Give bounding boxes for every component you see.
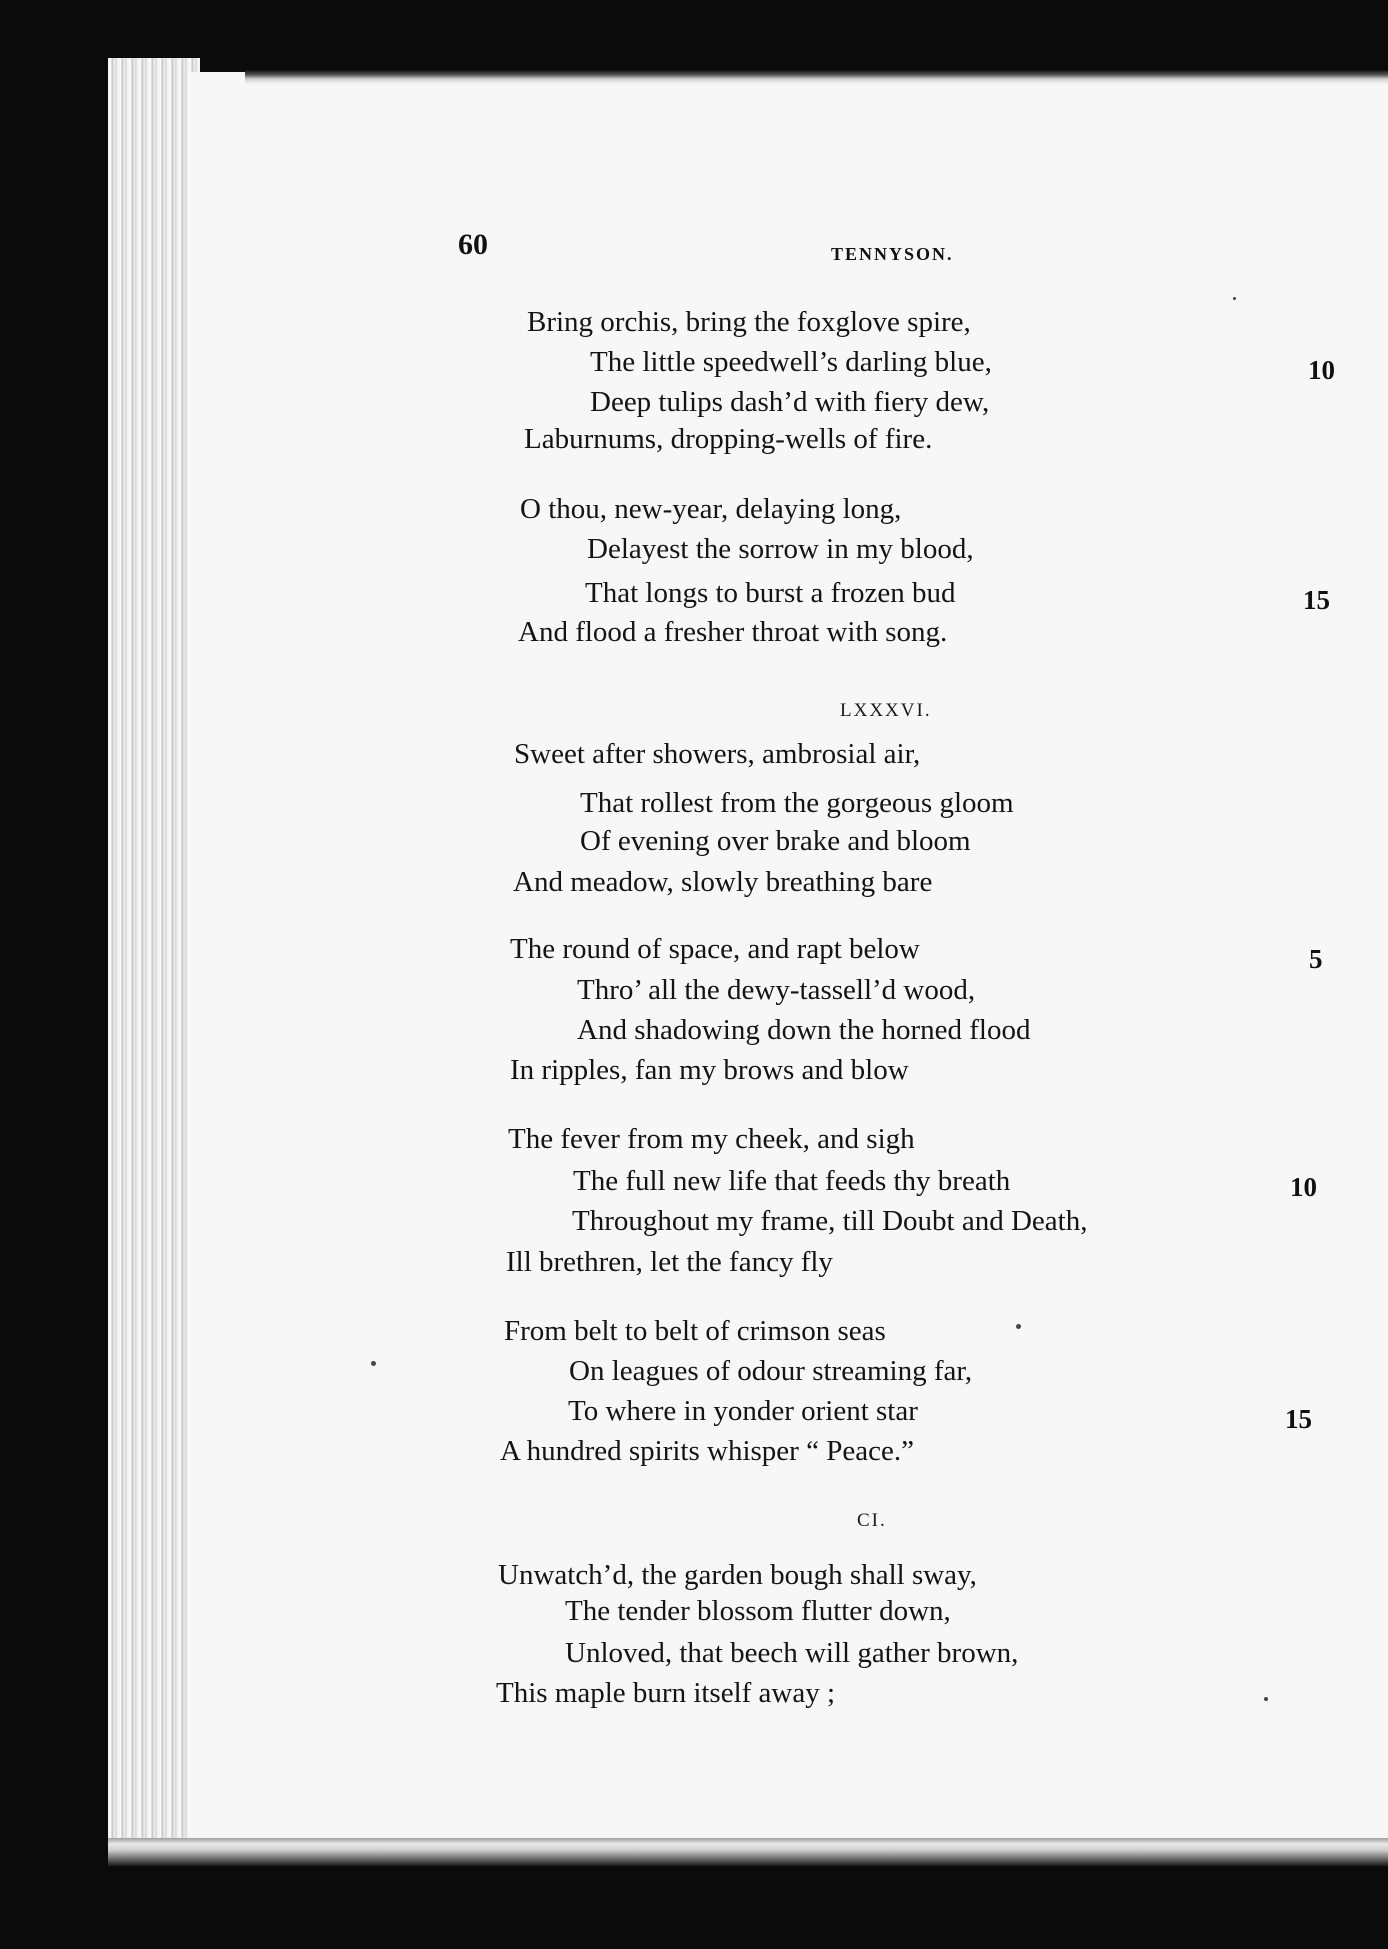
poem-line: The round of space, and rapt below xyxy=(510,933,920,965)
poem-line: Throughout my frame, till Doubt and Death, xyxy=(572,1205,1088,1237)
scan-speck xyxy=(1233,297,1236,300)
poem-line: O thou, new-year, delaying long, xyxy=(520,493,902,525)
line-number: 15 xyxy=(1285,1404,1312,1434)
poem-line: Ill brethren, let the fancy fly xyxy=(506,1246,833,1278)
poem-line: And flood a fresher throat with song. xyxy=(518,616,948,648)
poem-line: The fever from my cheek, and sigh xyxy=(508,1123,915,1155)
section-heading-lxxxvi: LXXXVI. xyxy=(840,700,932,721)
poem-line: Delayest the sorrow in my blood, xyxy=(587,533,974,565)
poem-line: This maple burn itself away ; xyxy=(496,1677,836,1709)
poem-line: In ripples, fan my brows and blow xyxy=(510,1054,909,1086)
poem-line: On leagues of odour streaming far, xyxy=(569,1355,973,1387)
page-number: 60 xyxy=(458,228,488,261)
poem-line: That rollest from the gorgeous gloom xyxy=(580,787,1014,819)
section-heading-ci: CI. xyxy=(857,1510,887,1531)
scan-speck xyxy=(1264,1697,1268,1701)
line-number: 10 xyxy=(1290,1172,1317,1202)
poem-line: Bring orchis, bring the foxglove spire, xyxy=(527,306,971,338)
line-number: 15 xyxy=(1303,585,1330,615)
poem-line: The full new life that feeds thy breath xyxy=(573,1165,1011,1197)
poem-line: A hundred spirits whisper “ Peace.” xyxy=(500,1435,914,1467)
line-number: 10 xyxy=(1308,355,1335,385)
poem-line: Deep tulips dash’d with fiery dew, xyxy=(590,386,990,418)
poem-line: Thro’ all the dewy-tassell’d wood, xyxy=(577,974,976,1006)
poem-line: Of evening over brake and bloom xyxy=(580,825,971,857)
poem-line: From belt to belt of crimson seas xyxy=(504,1315,886,1347)
line-number: 5 xyxy=(1309,944,1323,974)
poem-line: Unwatch’d, the garden bough shall sway, xyxy=(498,1559,977,1591)
running-title: TENNYSON. xyxy=(831,244,954,264)
poem-line: Unloved, that beech will gather brown, xyxy=(565,1637,1019,1669)
page-bottom-edge xyxy=(108,1838,1388,1866)
poem-line: And meadow, slowly breathing bare xyxy=(513,866,933,898)
poem-line: And shadowing down the horned flood xyxy=(577,1014,1031,1046)
scan-speck xyxy=(1016,1324,1021,1329)
poem-line: To where in yonder orient star xyxy=(568,1395,918,1427)
poem-line: That longs to burst a frozen bud xyxy=(585,577,956,609)
poem-line: Sweet after showers, ambrosial air, xyxy=(514,738,921,770)
poem-line: Laburnums, dropping-wells of fire. xyxy=(524,423,933,455)
scan-speck xyxy=(371,1361,376,1366)
poem-line: The little speedwell’s darling blue, xyxy=(590,346,992,378)
page-top-edge xyxy=(245,70,1388,84)
book-page-edges xyxy=(108,58,200,1858)
poem-line: The tender blossom flutter down, xyxy=(565,1595,951,1627)
